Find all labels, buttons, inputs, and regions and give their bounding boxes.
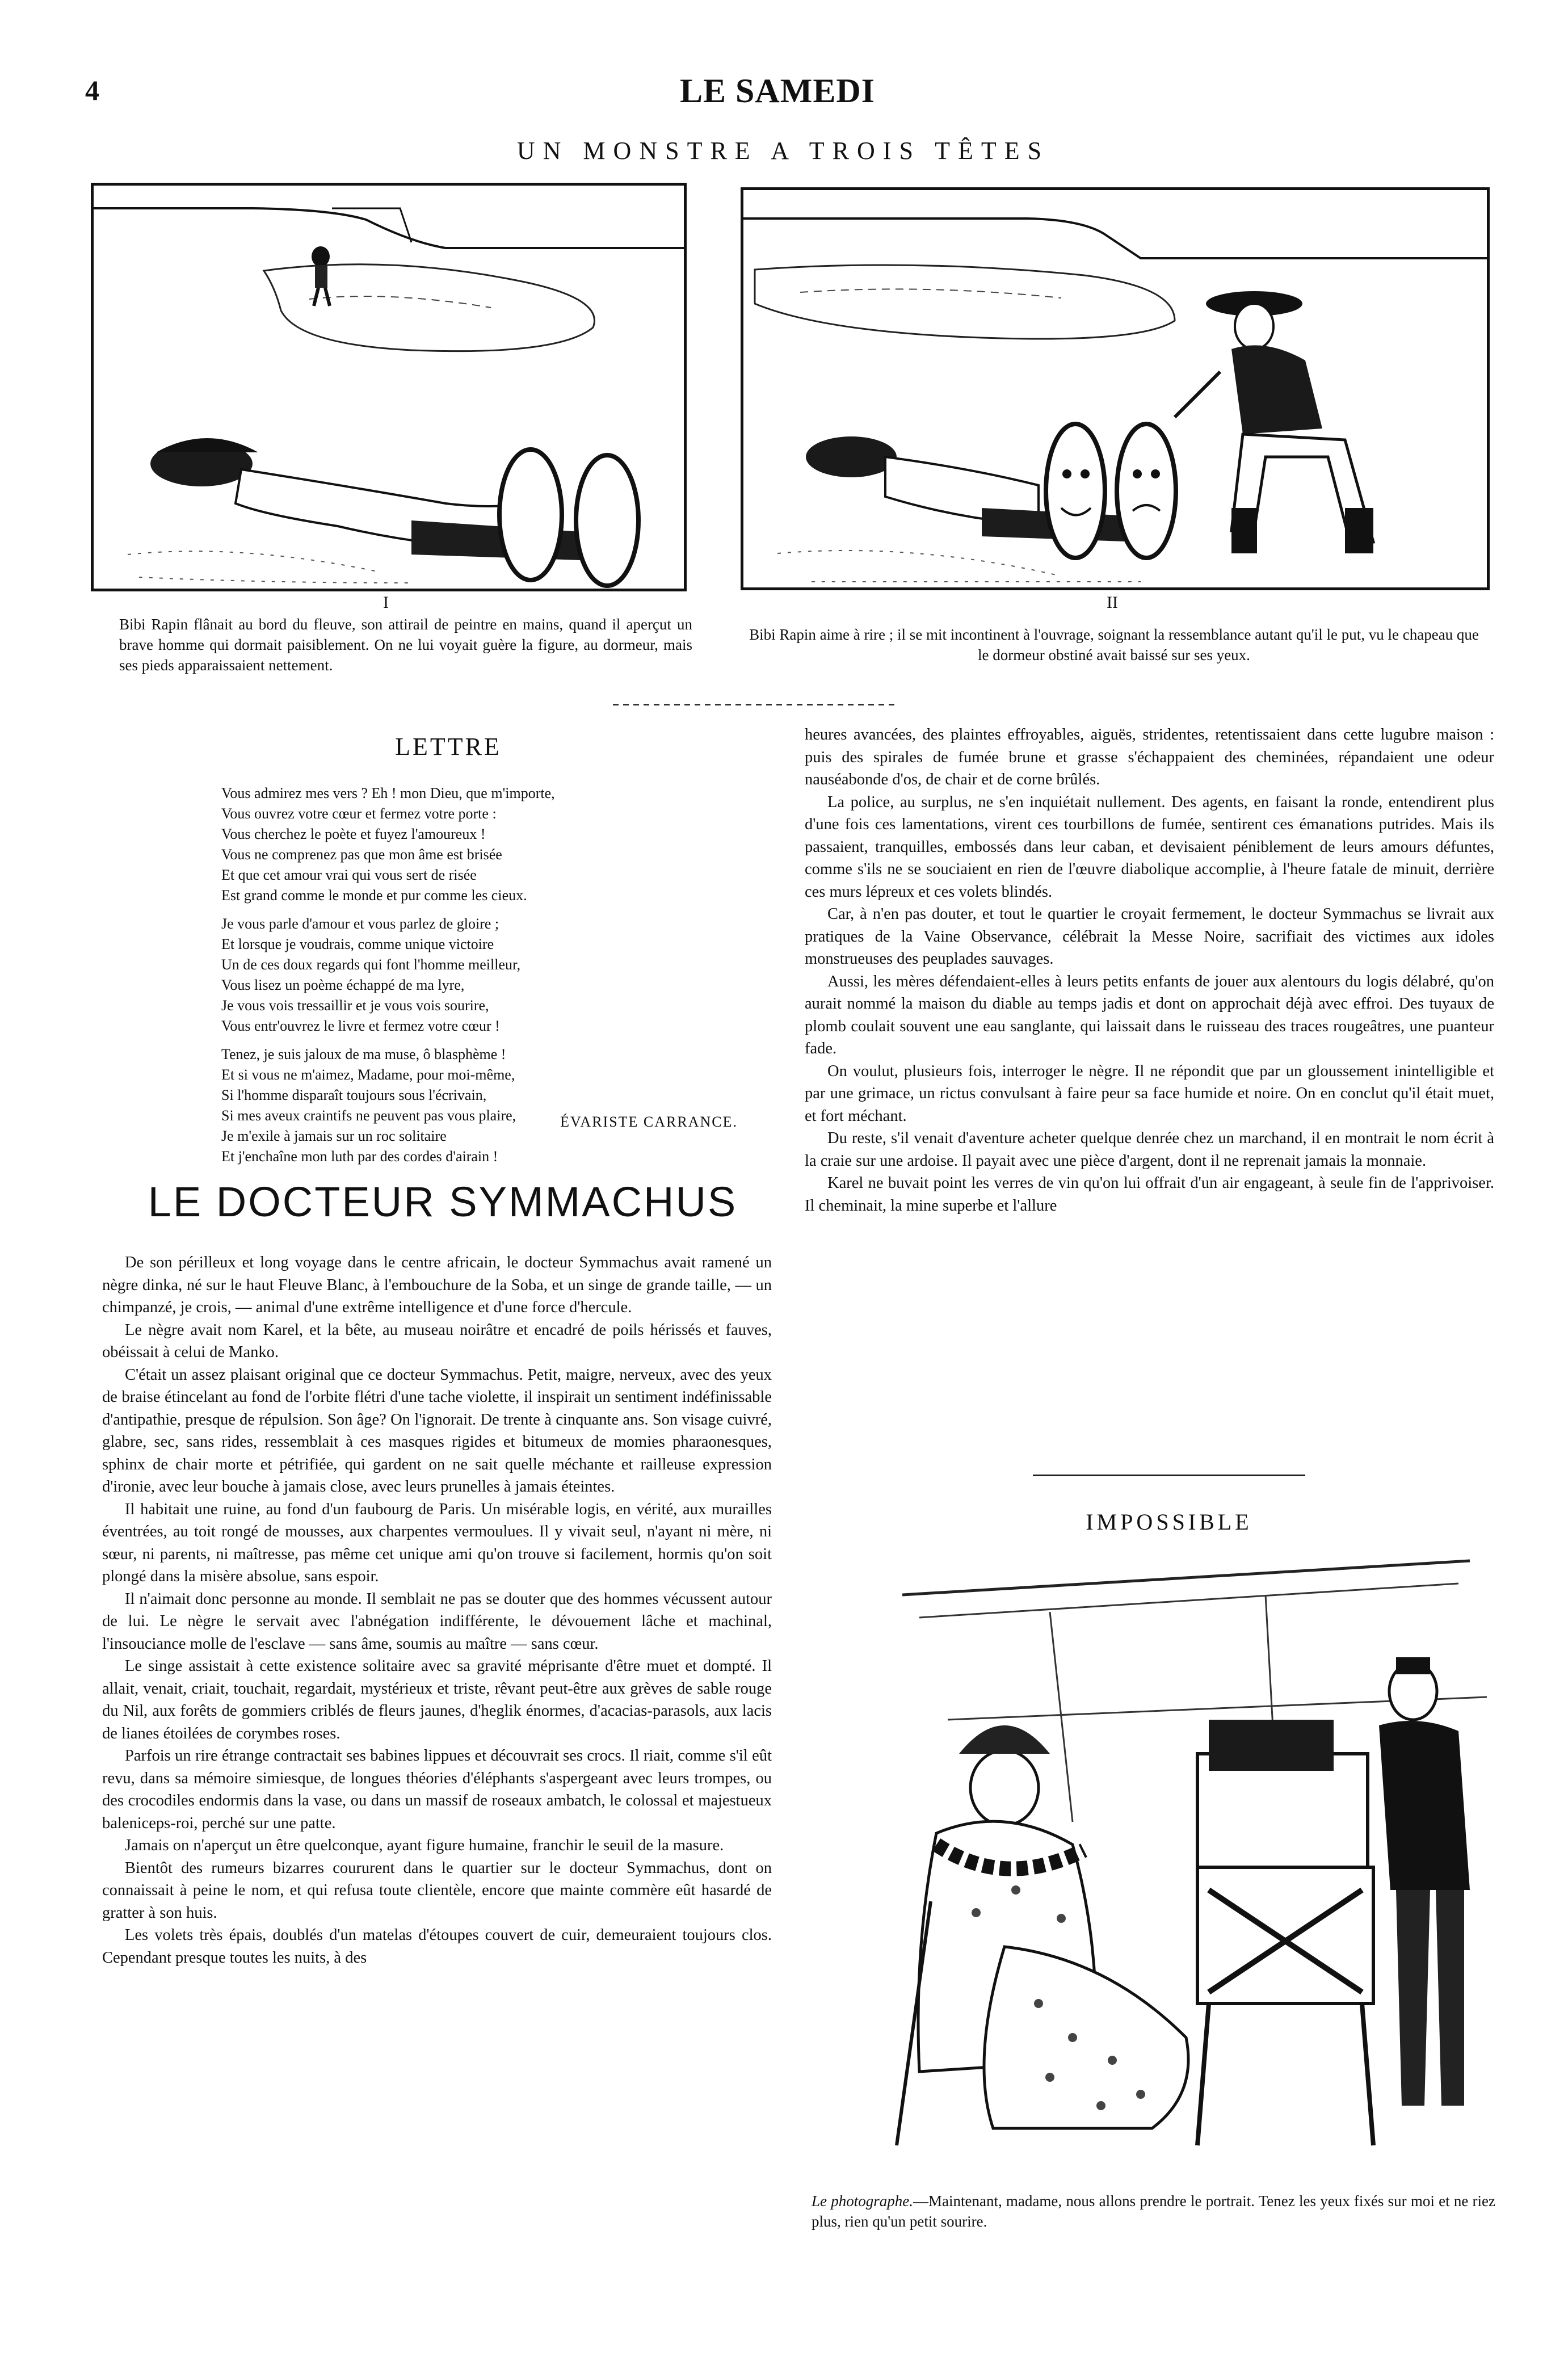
poem-line: Je m'exile à jamais sur un roc solitaire [221,1128,447,1144]
article-paragraph: Les volets très épais, doublés d'un matelas d'étoupes couvert de cuir, demeuraient toujours clos. Cependant presque toutes les nuits, à des [102,1926,772,1967]
photographer-figure [1379,1657,1470,2106]
article-column-right [805,724,1494,1217]
poem-line: Et que cet amour vrai qui vous sert de risée [221,867,477,883]
poem-line: Vous cherchez le poète et fuyez l'amoureux ! [221,826,486,842]
poem-line: Est grand comme le monde et pur comme les cieux. [221,887,527,904]
panel-2-numeral: II [1107,593,1118,612]
poem-stanza-1 [221,783,692,906]
article-paragraph: La police, au surplus, ne s'en inquiétait nullement. Des agents, en faisant la ronde, entendirent plus d'une fois ces lamentations, virent ces tourbillons de fumée, sentirent ces émanations putrides. Mais ils passaient, tranquilles, embossés dans leur caban, et devisaient péniblement de leurs amours défuntes, comme s'ils ne se souciaient en rien de l'œuvre diabolique accomplie, à l'heure fatale de minuit, derrière ces murs lépreux et ces volets blindés. [805,793,1494,901]
poem-line: Et si vous ne m'aimez, Madame, pour moi-même, [221,1066,515,1083]
article-paragraph: Jamais on n'aperçut un être quelconque, ayant figure humaine, franchir le seuil de la masure. [125,1837,724,1854]
article-paragraph: Du reste, s'il venait d'aventure acheter quelque denrée chez un marchand, il en montrait le nom écrit à la craie sur une ardoise. Il payait avec une pièce d'argent, dont il ne reprenait jamais la monnaie. [805,1129,1494,1170]
page-number: 4 [85,74,99,106]
comic-strip-title: UN MONSTRE A TROIS TÊTES [516,137,1050,165]
poem-line: Vous ouvrez votre cœur et fermez votre porte : [221,805,497,822]
poem-stanza-2 [221,914,692,1036]
poem-line: Si mes aveux craintifs ne peuvent pas vous plaire, [221,1107,516,1124]
article-paragraph: Il n'aimait donc personne au monde. Il semblait ne pas se douter que des hommes vécussent autour de lui. Le nègre le servait avec l'abnégation indifférente, le dévouement lâche et machinal, l'insouciance molle de l'esclave — sans âme, soumis au maître — sans cœur. [102,1590,772,1653]
poem-signature: ÉVARISTE CARRANCE. [560,1114,738,1130]
panel-1-caption: Bibi Rapin flânait au bord du fleuve, son attirail de peintre en mains, quand il aperçut un brave homme qui dormait paisiblement. On ne lui voyait guère la figure, au dormeur, mais ses pieds apparaissaient nettement. [119,616,692,674]
poem-line: Et j'enchaîne mon luth par des cordes d'airain ! [221,1148,498,1165]
sleeping-man [150,438,638,586]
article-paragraph: On voulut, plusieurs fois, interroger le nègre. Il ne répondit que par un gloussement inintelligible et par une grimace, un rictus convulsant à faire peur sa face humide et noire. On en conclut qu'il était muet, et fort méchant. [805,1062,1494,1125]
section-rule [1033,1475,1305,1476]
comic-panel-1 [91,183,687,591]
poem-line: Vous admirez mes vers ? Eh ! mon Dieu, que m'importe, [221,785,555,801]
poem-line: Un de ces doux regards qui font l'homme meilleur, [221,956,521,973]
article-paragraph: C'était un assez plaisant original que ce docteur Symmachus. Petit, maigre, nerveux, avec des yeux de braise étincelant au fond de l'orbite flétri d'une tache violette, il inspirait un sentiment indéfinissable d'antipathie, presque de répulsion. Son âge? On l'ignorait. De trente à cinquante ans. Son visage cuivré, glabre, sec, sans rides, ressemblait à ces masques rigides et bitumeux de momies pharaonesques, sphinx de chair morte et pétrifiée, qui gardent on ne sait quelle méchante et railleuse expression d'ironie, avec leur bouche à jamais close, avec leurs prunelles à jamais éteintes. [102,1366,772,1496]
caption-text: —Maintenant, madame, nous allons prendre le portrait. Tenez les yeux fixés sur moi et ne riez plus, rien qu'un petit sourire. [812,2192,1495,2230]
article-paragraph: Aussi, les mères défendaient-elles à leurs petits enfants de jouer aux alentours du logis délabré, qu'on aurait nommé la maison du diable au temps jadis et dont on approchait déjà avec effroi. Des tuyaux de plomb coulait souvent une eau sanglante, qui laissait dans le ruisseau des traces rougeâtres, une puanteur fade. [805,972,1494,1057]
poem-title: LETTRE [395,733,502,761]
article-paragraph: Parfois un rire étrange contractait ses babines lippues et découvrait ses crocs. Il riait, comme s'il eût revu, dans sa mémoire simiesque, de longues théories d'éléphants s'aspergeant avec leurs trompes, ou des crocodiles endormis dans la vase, ou dans un massif de roseaux ambatch, le colossal et majestueux baleniceps-roi, perché sur une patte. [102,1747,772,1832]
painted-faces-illustration [743,190,1487,587]
article-paragraph: Car, à n'en pas douter, et tout le quartier le croyait fermement, le docteur Symmachus se livrait aux pratiques de la Vaine Observance, célébrait la Messe Noire, sacrifiait des victimes aux idoles monstrueuses des peuplades sauvages. [805,905,1494,968]
sleeping-man-illustration [94,186,684,589]
article-paragraph: De son périlleux et long voyage dans le centre africain, le docteur Symmachus avait ramené un nègre dinka, né sur le haut Fleuve Blanc, à l'embouchure de la Soba, et un singe de grande taille, — un chimpanzé, je crois, — animal d'une extrême intelligence et d'une force d'hercule. [102,1254,772,1316]
camera-on-stand [1197,1720,1373,2145]
panel-1-numeral: I [383,593,389,612]
article-column-left [102,1251,772,1969]
painted-face-left [1046,424,1105,558]
comic-panel-2 [741,187,1490,590]
poem-stanza-3 [221,1044,692,1167]
dotted-separator [613,704,897,705]
article-paragraph: Il habitait une ruine, au fond d'un faubourg de Paris. Un misérable logis, en vérité, aux murailles éventrées, au toit rongé de mousses, aux charpentes vermoulues. Il y vivait seul, n'ayant ni mère, ni sœur, ni parents, ni maîtresse, pas même cet unique ami qu'on trouve si facilement, hormis qu'on soit plongé dans la misère absolue, sans espoir. [102,1500,772,1585]
poem-line: Je vous vois tressaillir et je vous vois sourire, [221,997,489,1014]
article-paragraph: Bientôt des rumeurs bizarres coururent dans le quartier sur le docteur Symmachus, dont on connaissait à peine le nom, et qui refusa toute clientèle, encore que mainte commère eût hasardé de gratter à son huis. [102,1859,772,1922]
poem-line: Je vous parle d'amour et vous parlez de gloire ; [221,915,499,932]
poem-line: Vous ne comprenez pas que mon âme est brisée [221,846,502,863]
photographer-illustration [834,1549,1515,2174]
kneeling-painter [1175,291,1373,553]
photographer-scene [834,1549,1515,2174]
impossible-title: IMPOSSIBLE [1086,1509,1252,1535]
caption-speaker: Le photographe. [812,2192,913,2210]
article-paragraph: Le nègre avait nom Karel, et la bête, au museau noirâtre et encadré de poils hérissés et fauves, obéissait à celui de Manko. [102,1321,772,1361]
article-paragraph: Karel ne buvait point les verres de vin qu'on lui offrait d'un air engageant, à seule fin de l'apprivoiser. Il cheminait, la mine superbe et l'allure [805,1174,1494,1215]
article-paragraph: Le singe assistait à cette existence solitaire avec sa gravité méprisante d'être muet et dompté. Il allait, venait, criait, touchait, regardait, mystérieux et triste, rêvant peut-être aux grèves de sable rouge du Nil, aux forêts de gommiers criblés de fleurs jaunes, d'heglik énormes, d'acacias-parasols, aux lacis de lianes étoilées de corymbes roses. [102,1657,772,1742]
poem-line: Tenez, je suis jaloux de ma muse, ô blasphème ! [221,1046,506,1062]
article-title: LE DOCTEUR SYMMACHUS [148,1178,738,1225]
article-paragraph: heures avancées, des plaintes effroyables, aiguës, stridentes, retentissaient dans cette lugubre maison : puis des spirales de fumée brune et grasse s'échappaient des cheminées, répandaient une odeur nauséabonde d'os, de chair et de corne brûlés. [805,726,1494,788]
poem-line: Et lorsque je voudrais, comme unique victoire [221,936,494,952]
masthead: LE SAMEDI [679,72,876,110]
walking-painter-figure [312,246,330,306]
impossible-caption [812,2191,1495,2232]
panel-2-caption: Bibi Rapin aime à rire ; il se mit incontinent à l'ouvrage, soignant la ressemblance autant qu'il le put, vu le chapeau que le dormeur obstiné avait baissé sur ses yeux. [749,626,1479,663]
poem-line: Si l'homme disparaît toujours sous l'écrivain, [221,1087,487,1103]
painted-face-right [1117,424,1176,558]
poem-line: Vous lisez un poème échappé de ma lyre, [221,977,465,993]
seated-lady-figure [897,1725,1188,2145]
poem-line: Vous entr'ouvrez le livre et fermez votre cœur ! [221,1018,500,1034]
